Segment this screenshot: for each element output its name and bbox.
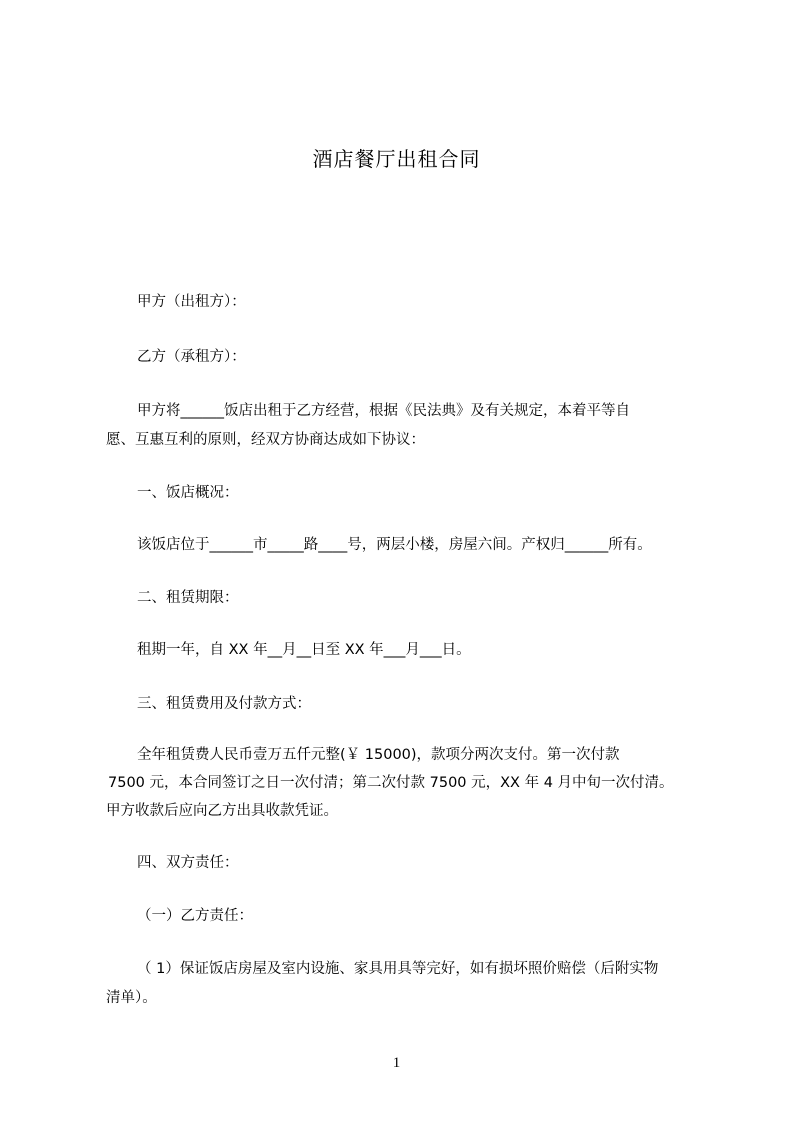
preamble-line-1: 甲方将______饭店出租于乙方经营，根据《民法典》及有关规定，本着平等自 <box>137 403 630 419</box>
section-3-body-line-1: 全年租赁费人民币壹万五仟元整(￥ 15000)，款项分两次支付。第一次付款 <box>137 747 620 763</box>
section-3-heading: 三、租赁费用及付款方式： <box>137 696 311 712</box>
subsection-heading: （一）乙方责任： <box>137 908 253 924</box>
section-1-heading: 一、饭店概况： <box>137 485 239 501</box>
document-title: 酒店餐厅出租合同 <box>312 147 481 171</box>
party-b-line: 乙方（承租方）： <box>137 349 246 365</box>
page-number: 1 <box>392 1055 401 1071</box>
party-a-line: 甲方（出租方）： <box>137 294 246 310</box>
section-2-body: 租期一年，自 XX 年__月__日至 XX 年___月___日。 <box>137 642 471 658</box>
preamble-line-2: 愿、互惠互利的原则，经双方协商达成如下协议： <box>106 432 425 448</box>
section-4-heading: 四、双方责任： <box>137 855 239 871</box>
section-2-heading: 二、租赁期限： <box>137 590 239 606</box>
clause-1-line-1: （ 1）保证饭店房屋及室内设施、家具用具等完好，如有损坏照价赔偿（后附实物 <box>137 961 659 977</box>
section-3-body-line-3: 甲方收款后应向乙方出具收款凭证。 <box>106 803 338 819</box>
clause-1-line-2: 清单）。 <box>106 990 157 1006</box>
section-1-body: 该饭店位于______市_____路____号，两层小楼，房屋六间。产权归______所有。 <box>137 537 652 553</box>
section-3-body-line-2: 7500 元，本合同签订之日一次付清；第二次付款 7500 元，XX 年 4 月中旬一次付清。 <box>108 775 674 791</box>
